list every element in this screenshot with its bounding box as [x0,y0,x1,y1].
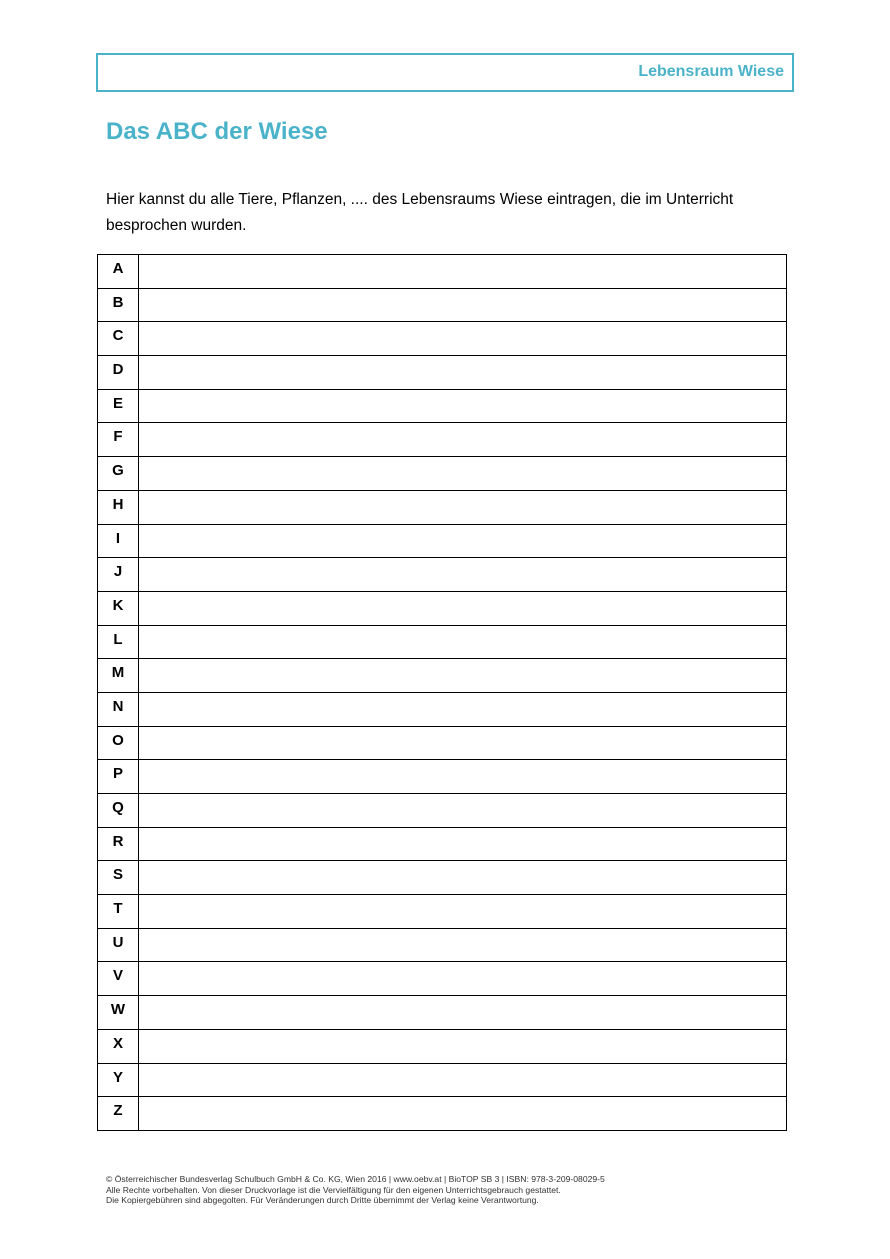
row-entry-field[interactable] [139,591,787,625]
footer [106,1174,605,1206]
row-letter: W [98,996,139,1030]
table-row [98,895,787,929]
table-row [98,558,787,592]
header-label: Lebensraum Wiese [638,63,784,80]
row-letter: R [98,827,139,861]
table-row [98,1063,787,1097]
row-entry-field[interactable] [139,1029,787,1063]
row-entry-field[interactable] [139,861,787,895]
footer-rights: Alle Rechte vorbehalten. Von dieser Druckvorlage ist die Vervielfältigung für den eigenen Unterrichtsgebrauch gestattet. [106,1184,561,1195]
abc-table [97,254,787,1131]
row-entry-field[interactable] [139,928,787,962]
row-letter: A [98,255,139,289]
table-row [98,794,787,828]
row-letter: Z [98,1097,139,1131]
table-row [98,861,787,895]
intro-text: Hier kannst du alle Tiere, Pflanzen, .... des Lebensraums Wiese eintragen, die im Unterricht besprochen wurden. [106,191,734,234]
row-letter: H [98,490,139,524]
row-entry-field[interactable] [139,255,787,289]
table-row [98,255,787,289]
table-row [98,490,787,524]
row-letter: D [98,356,139,390]
header-box [96,53,794,92]
table-row [98,1029,787,1063]
abc-table-body [98,255,787,1131]
row-entry-field[interactable] [139,524,787,558]
row-entry-field[interactable] [139,1063,787,1097]
row-entry-field[interactable] [139,726,787,760]
table-row [98,692,787,726]
table-row [98,389,787,423]
footer-disclaimer: Die Kopiergebühren sind abgegolten. Für Veränderungen durch Dritte übernimmt der Verlag keine Verantwortung. [106,1195,539,1205]
table-row [98,962,787,996]
row-letter: F [98,423,139,457]
table-row [98,827,787,861]
table-row [98,996,787,1030]
footer-copyright: © Österreichischer Bundesverlag Schulbuch GmbH & Co. KG, Wien 2016 | www.oebv.at | BioTOP SB 3 | ISBN: 978-3-209-08029-5 [106,1174,605,1184]
row-letter: C [98,322,139,356]
row-entry-field[interactable] [139,659,787,693]
row-entry-field[interactable] [139,288,787,322]
row-entry-field[interactable] [139,1097,787,1131]
row-entry-field[interactable] [139,692,787,726]
table-row [98,625,787,659]
row-entry-field[interactable] [139,962,787,996]
row-entry-field[interactable] [139,794,787,828]
row-letter: U [98,928,139,962]
row-letter: L [98,625,139,659]
row-entry-field[interactable] [139,356,787,390]
row-entry-field[interactable] [139,457,787,491]
table-row [98,322,787,356]
row-letter: K [98,591,139,625]
table-row [98,760,787,794]
row-letter: M [98,659,139,693]
table-row [98,928,787,962]
row-letter: Q [98,794,139,828]
row-entry-field[interactable] [139,996,787,1030]
row-entry-field[interactable] [139,322,787,356]
row-letter: N [98,692,139,726]
table-row [98,524,787,558]
row-letter: V [98,962,139,996]
row-entry-field[interactable] [139,389,787,423]
row-letter: S [98,861,139,895]
row-letter: B [98,288,139,322]
table-row [98,591,787,625]
row-entry-field[interactable] [139,490,787,524]
table-row [98,457,787,491]
table-row [98,659,787,693]
row-entry-field[interactable] [139,827,787,861]
row-letter: G [98,457,139,491]
row-letter: I [98,524,139,558]
row-entry-field[interactable] [139,625,787,659]
row-entry-field[interactable] [139,423,787,457]
table-row [98,423,787,457]
row-letter: Y [98,1063,139,1097]
table-row [98,1097,787,1131]
row-entry-field[interactable] [139,895,787,929]
row-letter: E [98,389,139,423]
table-row [98,356,787,390]
row-entry-field[interactable] [139,760,787,794]
row-letter: T [98,895,139,929]
table-row [98,288,787,322]
table-row [98,726,787,760]
row-letter: J [98,558,139,592]
row-letter: P [98,760,139,794]
page-title: Das ABC der Wiese [106,118,328,145]
row-letter: X [98,1029,139,1063]
row-entry-field[interactable] [139,558,787,592]
row-letter: O [98,726,139,760]
